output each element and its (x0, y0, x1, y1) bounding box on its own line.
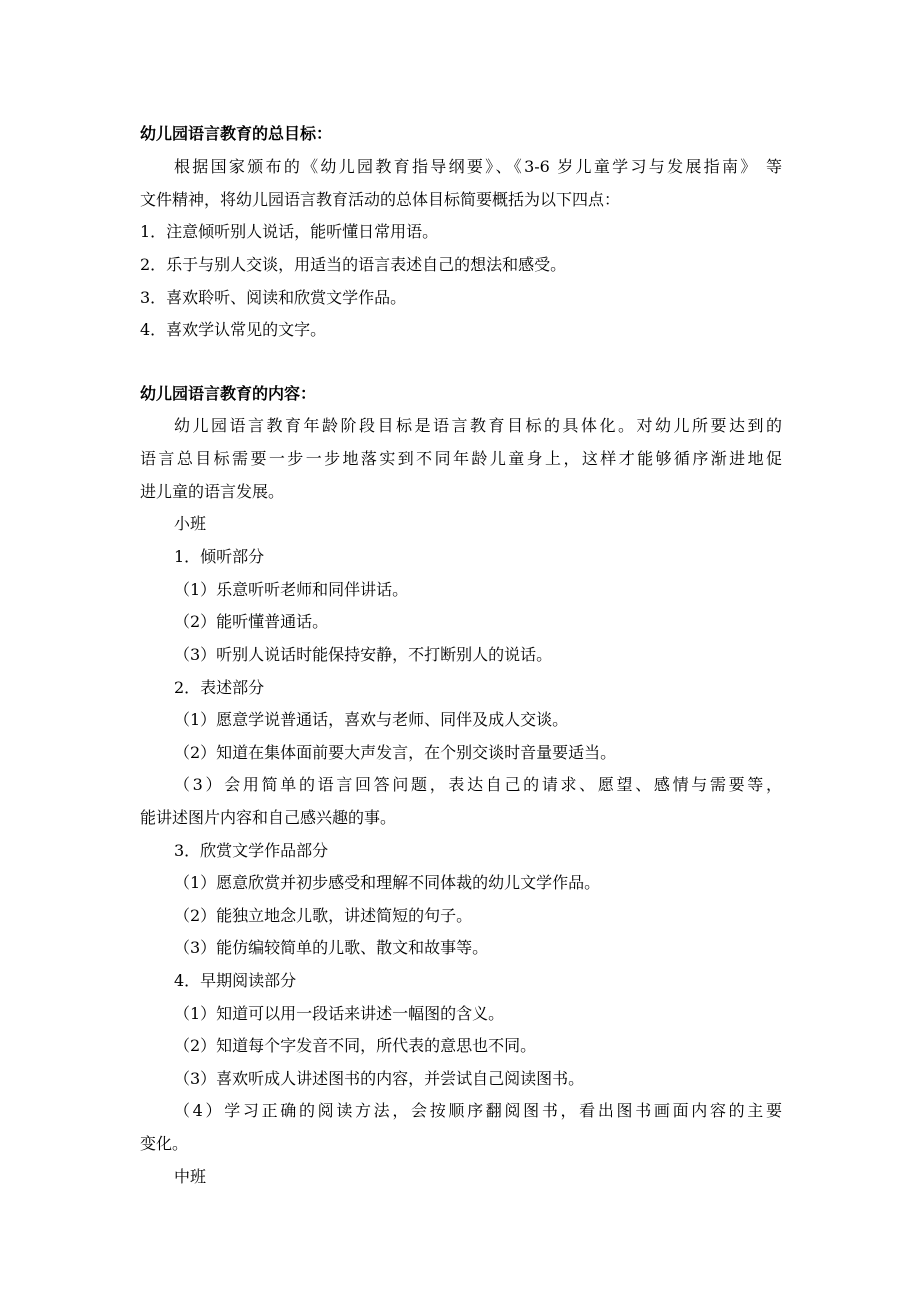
goal-item: 2．乐于与别人交谈，用适当的语言表述自己的想法和感受。 (140, 255, 567, 274)
part-title: 4．早期阅读部分 (174, 971, 297, 990)
list-item: （2）能独立地念儿歌，讲述简短的句子。 (174, 906, 473, 925)
section-heading-goals: 幼儿园语言教育的总目标： (140, 124, 333, 143)
list-item: （1）乐意听听老师和同伴讲话。 (174, 580, 409, 599)
list-item-continuation: 能讲述图片内容和自己感兴趣的事。 (140, 808, 397, 827)
list-item: （2）能听懂普通话。 (174, 612, 329, 631)
paragraph-line: 根据国家颁布的《幼儿园教育指导纲要》、《3-6 岁儿童学习与发展指南》 等 (174, 157, 782, 176)
list-item: （3）听别人说话时能保持安静，不打断别人的说话。 (174, 645, 553, 664)
list-item: （1）愿意学说普通话，喜欢与老师、同伴及成人交谈。 (174, 710, 569, 729)
list-item: （1）知道可以用一段话来讲述一幅图的含义。 (174, 1004, 505, 1023)
class-label-middle: 中班 (174, 1167, 207, 1186)
part-title: 3．欣赏文学作品部分 (174, 841, 329, 860)
paragraph-line: 语言总目标需要一步一步地落实到不同年龄儿童身上，这样才能够循序渐进地促 (140, 449, 782, 468)
goal-item: 4．喜欢学认常见的文字。 (140, 320, 327, 339)
section-heading-content: 幼儿园语言教育的内容： (140, 384, 317, 403)
paragraph-line: 文件精神，将幼儿园语言教育活动的总体目标简要概括为以下四点： (140, 190, 621, 209)
paragraph-line: 幼儿园语言教育年龄阶段目标是语言教育目标的具体化。对幼儿所要达到的 (174, 416, 782, 435)
list-item: （2）知道每个字发音不同，所代表的意思也不同。 (174, 1036, 537, 1055)
list-item: （1）愿意欣赏并初步感受和理解不同体裁的幼儿文学作品。 (174, 873, 601, 892)
paragraph-line: 进儿童的语言发展。 (140, 482, 285, 501)
goal-item: 1．注意倾听别人说话，能听懂日常用语。 (140, 222, 439, 241)
list-item: （3）能仿编较简单的儿歌、散文和故事等。 (174, 938, 489, 957)
part-title: 2．表述部分 (174, 678, 265, 697)
list-item: （4）学习正确的阅读方法，会按顺序翻阅图书，看出图书画面内容的主要 (174, 1101, 782, 1120)
list-item: （2）知道在集体面前要大声发言，在个别交谈时音量要适当。 (174, 743, 617, 762)
list-item: （3）会用简单的语言回答问题，表达自己的请求、愿望、感情与需要等， (174, 775, 782, 794)
part-title: 1．倾听部分 (174, 547, 265, 566)
list-item: （3）喜欢听成人讲述图书的内容，并尝试自己阅读图书。 (174, 1069, 585, 1088)
goal-item: 3．喜欢聆听、阅读和欣赏文学作品。 (140, 288, 407, 307)
class-label-small: 小班 (174, 514, 207, 533)
list-item-continuation: 变化。 (140, 1134, 189, 1153)
